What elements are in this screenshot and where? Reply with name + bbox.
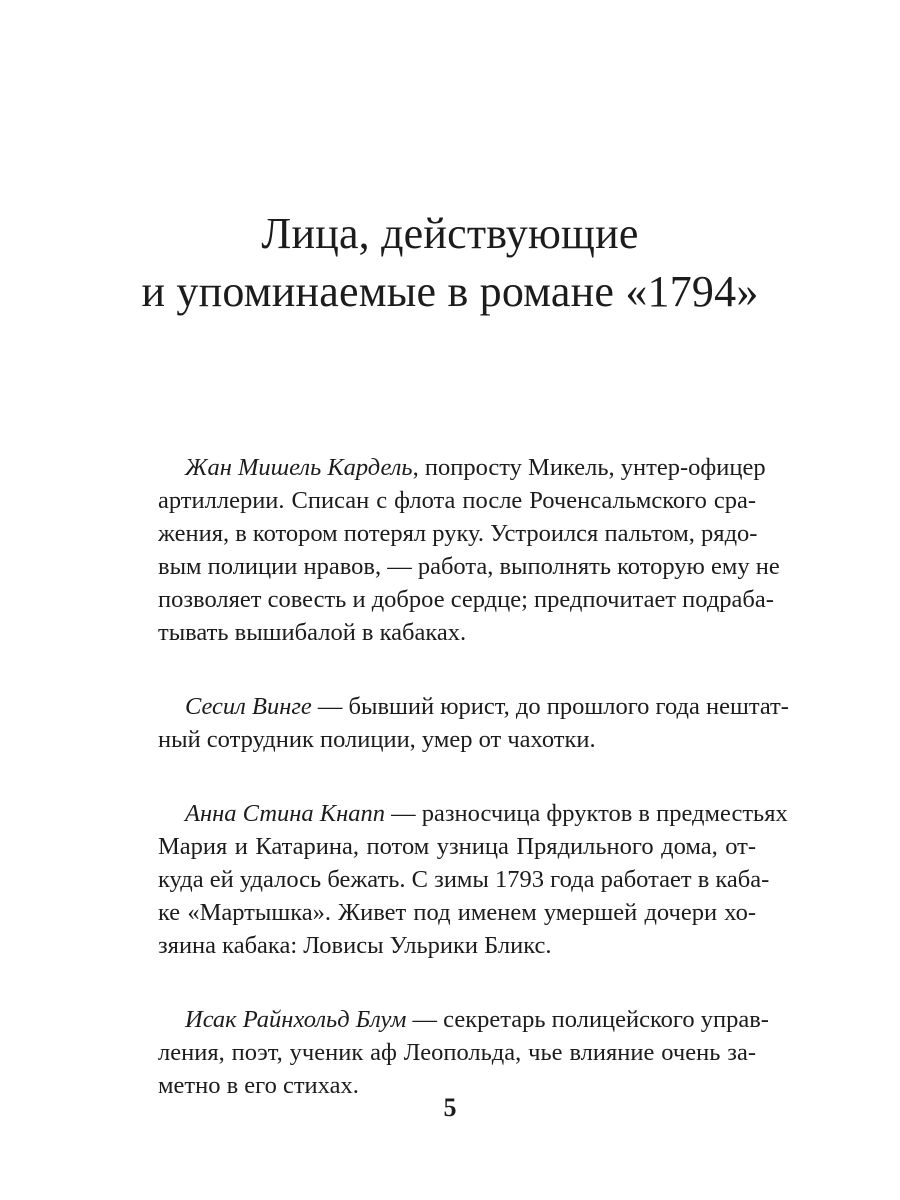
- page-title: [0, 205, 900, 321]
- entry-line: вым полиции нравов, — работа, выполнять которую ему не: [158, 553, 780, 580]
- entry-line: тывать вышибалой в кабаках.: [158, 619, 467, 646]
- entry-text: — секретарь полицейского управ-: [406, 1006, 769, 1033]
- character-entry: [158, 797, 788, 962]
- entry-line: позволяет совесть и доброе сердце; предпочитает подраба-: [158, 586, 774, 613]
- title-line-1: Лица, действующие: [261, 209, 639, 258]
- entry-text: — бывший юрист, до прошлого года нештат-: [311, 693, 789, 720]
- entry-line: артиллерии. Списан с флота после Роченсальмского сра-: [158, 487, 756, 514]
- entry-line: куда ей удалось бежать. С зимы 1793 года работает в каба-: [158, 866, 770, 893]
- character-name: Жан Мишель Кардель: [185, 454, 413, 481]
- page-number: 5: [443, 1093, 457, 1122]
- entry-line: [158, 451, 766, 484]
- character-name: Анна Стина Кнапп: [185, 800, 385, 827]
- character-entry: [158, 690, 789, 756]
- entry-line: метно в его стихах.: [158, 1072, 359, 1099]
- entry-line: [158, 1003, 769, 1036]
- character-name: Сесил Винге: [185, 693, 312, 720]
- entry-line: зяина кабака: Ловисы Ульрики Бликс.: [158, 932, 552, 959]
- entry-line: [158, 690, 789, 723]
- title-line-2: и упоминаемые в романе «1794»: [141, 267, 759, 316]
- entry-text: , попросту Микель, унтер-офицер: [412, 454, 766, 481]
- character-entry: [158, 1003, 769, 1102]
- character-entry: [158, 451, 780, 649]
- entry-line: Мария и Катарина, потом узница Прядильного дома, от-: [158, 833, 756, 860]
- entry-line: ления, поэт, ученик аф Леопольда, чье влияние очень за-: [158, 1039, 756, 1066]
- entry-line: жения, в котором потерял руку. Устроился пальтом, рядо-: [158, 520, 758, 547]
- entry-text: — разносчица фруктов в предместьях: [384, 800, 788, 827]
- entry-line: [158, 797, 788, 830]
- entry-line: ке «Мартышка». Живет под именем умершей дочери хо-: [158, 899, 756, 926]
- character-name: Исак Райнхольд Блум: [185, 1006, 407, 1033]
- entry-line: ный сотрудник полиции, умер от чахотки.: [158, 726, 596, 753]
- character-list: [158, 451, 789, 1143]
